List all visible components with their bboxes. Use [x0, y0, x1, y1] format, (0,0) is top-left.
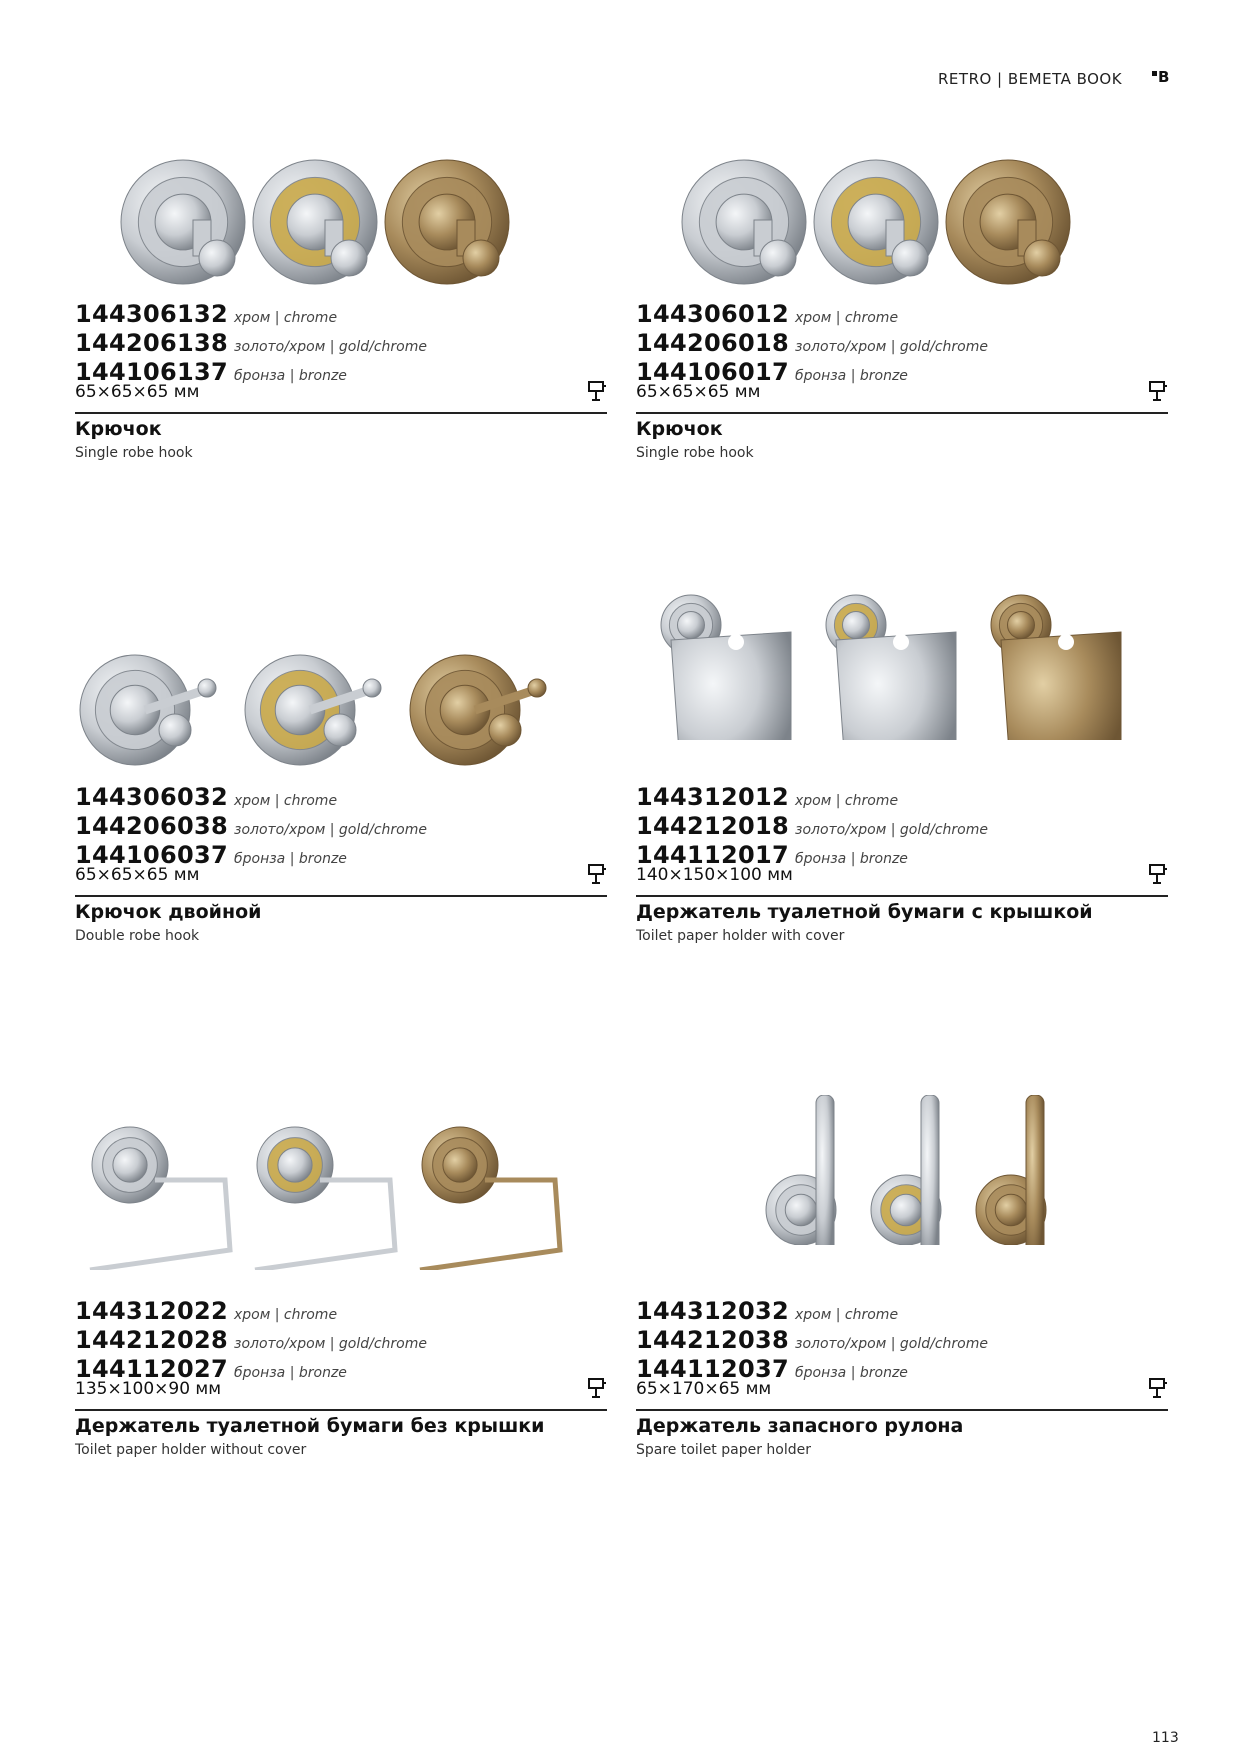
product-card [636, 150, 1168, 610]
article-number: 144206018 [636, 329, 789, 357]
code-line [636, 1297, 988, 1326]
finish-label: золото/хром | gold/chrome [795, 822, 988, 838]
finish-label: бронза | bronze [234, 1365, 347, 1381]
product-name-en: Single robe hook [75, 445, 193, 461]
code-line [636, 1326, 988, 1355]
finish-label: хром | chrome [795, 1307, 899, 1323]
product-name-ru: Держатель запасного рулона [636, 1415, 964, 1437]
article-number: 144306032 [75, 783, 228, 811]
product-name-ru: Держатель туалетной бумаги без крышки [75, 1415, 545, 1437]
product-codes [75, 1297, 427, 1384]
finish-label: золото/хром | gold/chrome [795, 1336, 988, 1352]
code-line [75, 300, 427, 329]
dimensions: 65×65×65 мм [636, 382, 761, 402]
code-line [636, 812, 988, 841]
finish-label: хром | chrome [234, 310, 338, 326]
wall-mount-icon [587, 863, 607, 885]
wall-mount-icon [1148, 1377, 1168, 1399]
single-hook-image [115, 150, 265, 300]
wall-mount-icon [587, 1377, 607, 1399]
paper-holder-cover-image [651, 590, 801, 740]
article-number: 144212038 [636, 1326, 789, 1354]
product-name-ru: Держатель туалетной бумаги с крышкой [636, 901, 1093, 923]
finish-label: бронза | bronze [795, 368, 908, 384]
finish-label: хром | chrome [795, 793, 899, 809]
dimensions: 135×100×90 мм [75, 1379, 222, 1399]
single-hook-image [808, 150, 958, 300]
finish-label: хром | chrome [234, 793, 338, 809]
divider [75, 412, 607, 414]
code-line [75, 1297, 427, 1326]
article-number: 144312032 [636, 1297, 789, 1325]
finish-label: бронза | bronze [234, 368, 347, 384]
dimensions: 65×65×65 мм [75, 865, 200, 885]
product-name-ru: Крючок двойной [75, 901, 262, 923]
article-number: 144212028 [75, 1326, 228, 1354]
article-number: 144212018 [636, 812, 789, 840]
article-number: 144112027 [75, 1355, 228, 1383]
dimensions: 65×170×65 мм [636, 1379, 772, 1399]
double-hook-image [405, 630, 555, 780]
code-line [75, 812, 427, 841]
finish-label: золото/хром | gold/chrome [234, 1336, 427, 1352]
single-hook-image [676, 150, 826, 300]
paper-holder-open-image [250, 1120, 400, 1270]
page-number: 113 [1152, 1730, 1179, 1746]
finish-label: бронза | bronze [795, 1365, 908, 1381]
article-number: 144312012 [636, 783, 789, 811]
finish-label: золото/хром | gold/chrome [234, 822, 427, 838]
product-name-en: Toilet paper holder without cover [75, 1442, 307, 1458]
code-line [636, 300, 988, 329]
single-hook-image [379, 150, 529, 300]
product-card [75, 1135, 607, 1595]
article-number: 144112037 [636, 1355, 789, 1383]
wall-mount-icon [1148, 863, 1168, 885]
product-name-en: Spare toilet paper holder [636, 1442, 812, 1458]
dimensions: 65×65×65 мм [75, 382, 200, 402]
article-number: 144306012 [636, 300, 789, 328]
product-name-ru: Крючок [636, 418, 723, 440]
product-name-ru: Крючок [75, 418, 162, 440]
article-number: 144206038 [75, 812, 228, 840]
divider [75, 895, 607, 897]
double-hook-image [75, 630, 225, 780]
product-card [75, 150, 607, 610]
article-number: 144106017 [636, 358, 789, 386]
divider [75, 1409, 607, 1411]
article-number: 144106137 [75, 358, 228, 386]
code-line [75, 1326, 427, 1355]
wall-mount-icon [587, 380, 607, 402]
dimensions: 140×150×100 мм [636, 865, 793, 885]
finish-label: хром | chrome [234, 1307, 338, 1323]
product-name-en: Toilet paper holder with cover [636, 928, 845, 944]
single-hook-image [247, 150, 397, 300]
article-number: 144206138 [75, 329, 228, 357]
wall-mount-icon [1148, 380, 1168, 402]
product-codes [75, 300, 427, 387]
brand-logo: B [1152, 68, 1169, 86]
product-name-en: Single robe hook [636, 445, 754, 461]
finish-label: бронза | bronze [234, 851, 347, 867]
divider [636, 895, 1168, 897]
product-codes [636, 300, 988, 387]
product-card [636, 620, 1168, 1080]
code-line [75, 329, 427, 358]
product-codes [75, 783, 427, 870]
single-hook-image [940, 150, 1090, 300]
double-hook-image [240, 630, 390, 780]
paper-holder-open-image [85, 1120, 235, 1270]
spare-roll-image [956, 1095, 1106, 1245]
finish-label: золото/хром | gold/chrome [234, 339, 427, 355]
finish-label: золото/хром | gold/chrome [795, 339, 988, 355]
paper-holder-cover-image [981, 590, 1131, 740]
paper-holder-cover-image [816, 590, 966, 740]
article-number: 144306132 [75, 300, 228, 328]
article-number: 144106037 [75, 841, 228, 869]
finish-label: хром | chrome [795, 310, 899, 326]
divider [636, 412, 1168, 414]
finish-label: бронза | bronze [795, 851, 908, 867]
product-card [75, 620, 607, 1080]
article-number: 144312022 [75, 1297, 228, 1325]
product-name-en: Double robe hook [75, 928, 200, 944]
product-codes [636, 783, 988, 870]
code-line [636, 783, 988, 812]
article-number: 144112017 [636, 841, 789, 869]
product-card [636, 1135, 1168, 1595]
divider [636, 1409, 1168, 1411]
code-line [75, 783, 427, 812]
code-line [636, 329, 988, 358]
product-codes [636, 1297, 988, 1384]
page-header: RETRO | BEMETA BOOK [938, 70, 1123, 88]
paper-holder-open-image [415, 1120, 565, 1270]
